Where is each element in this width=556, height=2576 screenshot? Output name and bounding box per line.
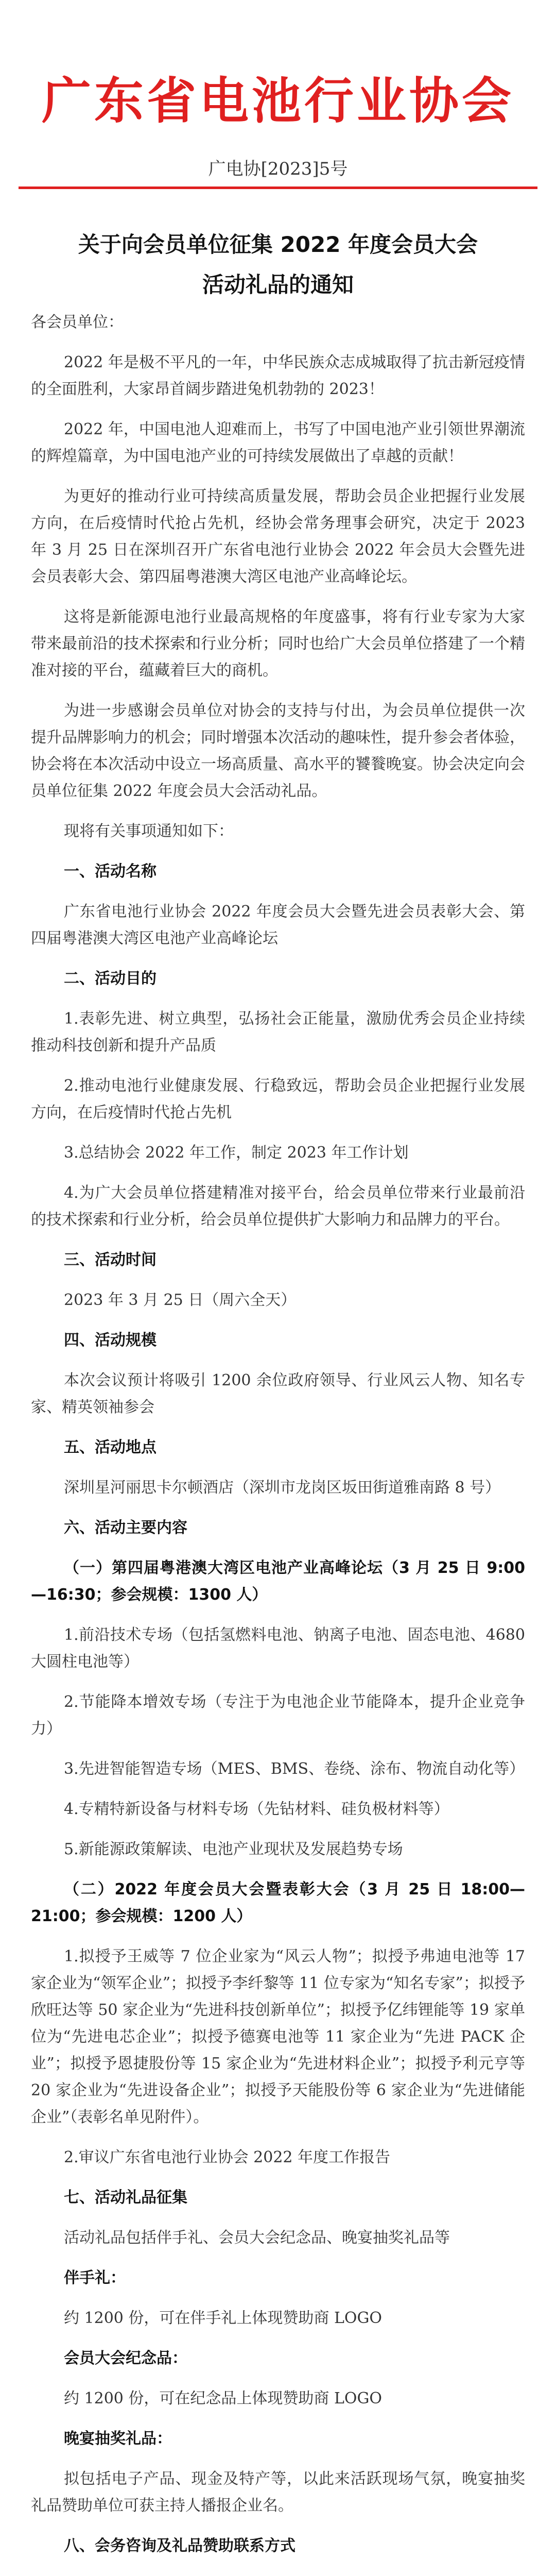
section-heading-name: 一、活动名称 xyxy=(64,862,157,880)
section-heading-gifts: 七、活动礼品征集 xyxy=(64,2189,187,2207)
notice-title-line1: 关于向会员单位征集 2022 年度会员大会 xyxy=(78,232,478,257)
purpose-item: 3.总结协会 2022 年工作，制定 2023 年工作计划 xyxy=(64,1144,409,1162)
content-item: 1.拟授予王威等 7 位企业家为“风云人物”；拟授予弗迪电池等 17 家企业为“领军企业”；拟授予李纤黎等 11 位专家为“知名专家”；拟授予欣旺达等 50 家企业为“先进科技创新单位”；拟授予亿纬锂能等 19 家单位为“先进电芯企业”；拟授予德赛电池等 11 家企业为“先进 PACK 企业”；拟授予恩捷股份等 15 家企业为“先进材料企业”；拟授予利元亨等 20 家企业为“先进设备企业”；拟授予天能股份等 6 家企业为“先进储能企业”（表彰名单见附件）。 xyxy=(31,1947,525,2126)
section-text-scale: 本次会议预计将吸引 1200 余位政府领导、行业风云人物、知名专家、精英领袖参会 xyxy=(31,1371,525,1416)
purpose-item: 4.为广大会员单位搭建精准对接平台，给会员单位带来行业最前沿的技术探索和行业分析，给会员单位提供扩大影响力和品牌力的平台。 xyxy=(31,1184,525,1229)
gift-type-text: 约 1200 份，可在伴手礼上体现赞助商 LOGO xyxy=(64,2309,383,2327)
section-heading-contact: 八、会务咨询及礼品赞助联系方式 xyxy=(64,2537,296,2555)
content-item: 5.新能源政策解读、电池产业现状及发展趋势专场 xyxy=(64,1840,403,1858)
section-heading-scale: 四、活动规模 xyxy=(64,1331,157,1349)
document-number: 广电协[2023]5号 xyxy=(208,159,348,179)
intro-paragraph: 为更好的推动行业可持续高质量发展，帮助会员企业把握行业发展方向，在后疫情时代抢占先机，经协会常务理事会研究，决定于 2023 年 3 月 25 日在深圳召开广东省电池行业协会 2022 年会员大会暨先进会员表彰大会、第四届粤港澳大湾区电池产业高峰论坛。 xyxy=(31,487,525,586)
intro-paragraph: 2022 年，中国电池人迎难而上，书写了中国电池产业引领世界潮流的辉煌篇章，为中国电池产业的可持续发展做出了卓越的贡献！ xyxy=(31,420,525,465)
intro-paragraph: 现将有关事项通知如下： xyxy=(64,822,234,840)
section-heading-purpose: 二、活动目的 xyxy=(64,970,157,988)
org-masthead: 广东省电池行业协会 xyxy=(42,72,514,130)
gift-type-heading: 伴手礼： xyxy=(64,2269,126,2287)
section-text-venue: 深圳星河丽思卡尔顿酒店（深圳市龙岗区坂田街道雅南路 8 号） xyxy=(64,1479,501,1497)
section-text-name: 广东省电池行业协会 2022 年度会员大会暨先进会员表彰大会、第四届粤港澳大湾区电池产业高峰论坛 xyxy=(31,903,525,947)
section-heading-content: 六、活动主要内容 xyxy=(64,1519,187,1537)
intro-paragraph: 2022 年是极不平凡的一年，中华民族众志成城取得了抗击新冠疫情的全面胜利，大家昂首阔步踏进兔机勃勃的 2023！ xyxy=(31,353,525,398)
intro-paragraph: 为进一步感谢会员单位对协会的支持与付出，为会员单位提供一次提升品牌影响力的机会；同时增强本次活动的趣味性，提升参会者体验，协会将在本次活动中设立一场高质量、高水平的饕餮晚宴。协会决定向会员单位征集 2022 年度会员大会活动礼品。 xyxy=(31,702,525,800)
notice-title xyxy=(21,225,535,305)
section-text-gifts: 活动礼品包括伴手礼、会员大会纪念品、晚宴抽奖礼品等 xyxy=(64,2229,450,2247)
gift-type-heading: 晚宴抽奖礼品： xyxy=(64,2430,172,2448)
gift-type-text: 拟包括电子产品、现金及特产等，以此来活跃现场气氛，晚宴抽奖礼品赞助单位可获主持人播报企业名。 xyxy=(31,2470,525,2515)
content-part-heading: （一）第四届粤港澳大湾区电池产业高峰论坛（3 月 25 日 9:00—16:30；参会规模：1300 人） xyxy=(31,1559,525,1604)
section-heading-venue: 五、活动地点 xyxy=(64,1438,157,1456)
content-item: 1.前沿技术专场（包括氢燃料电池、钠离子电池、固态电池、4680 大圆柱电池等） xyxy=(31,1626,525,1671)
section-text-contact xyxy=(31,2573,525,2576)
content-item: 4.专精特新设备与材料专场（先钻材料、硅负极材料等） xyxy=(64,1800,449,1818)
gift-type-text: 约 1200 份，可在纪念品上体现赞助商 LOGO xyxy=(64,2389,383,2408)
intro-paragraph: 这将是新能源电池行业最高规格的年度盛事，将有行业专家为大家带来最前沿的技术探索和行业分析；同时也给广大会员单位搭建了一个精准对接的平台，蕴藏着巨大的商机。 xyxy=(31,608,525,680)
content-item: 2.审议广东省电池行业协会 2022 年度工作报告 xyxy=(64,2148,391,2166)
red-divider xyxy=(19,187,537,189)
content-item: 2.节能降本增效专场（专注于为电池企业节能降本，提升企业竞争力） xyxy=(31,1693,525,1738)
purpose-item: 2.推动电池行业健康发展、行稳致远，帮助会员企业把握行业发展方向，在后疫情时代抢占先机 xyxy=(31,1077,525,1122)
purpose-item: 1.表彰先进、树立典型，弘扬社会正能量，激励优秀会员企业持续推动科技创新和提升产品质 xyxy=(31,1010,525,1055)
content-part-heading: （二）2022 年度会员大会暨表彰大会（3 月 25 日 18:00—21:00；参会规模：1200 人） xyxy=(31,1880,525,1925)
salutation: 各会员单位： xyxy=(31,313,124,331)
notice-body xyxy=(31,309,525,2576)
content-item: 3.先进智能智造专场（MES、BMS、卷绕、涂布、物流自动化等） xyxy=(64,1760,525,1778)
notice-title-line2: 活动礼品的通知 xyxy=(202,272,354,297)
section-heading-time: 三、活动时间 xyxy=(64,1251,157,1269)
section-text-time: 2023 年 3 月 25 日（周六全天） xyxy=(64,1291,297,1309)
gift-type-heading: 会员大会纪念品： xyxy=(64,2349,187,2367)
